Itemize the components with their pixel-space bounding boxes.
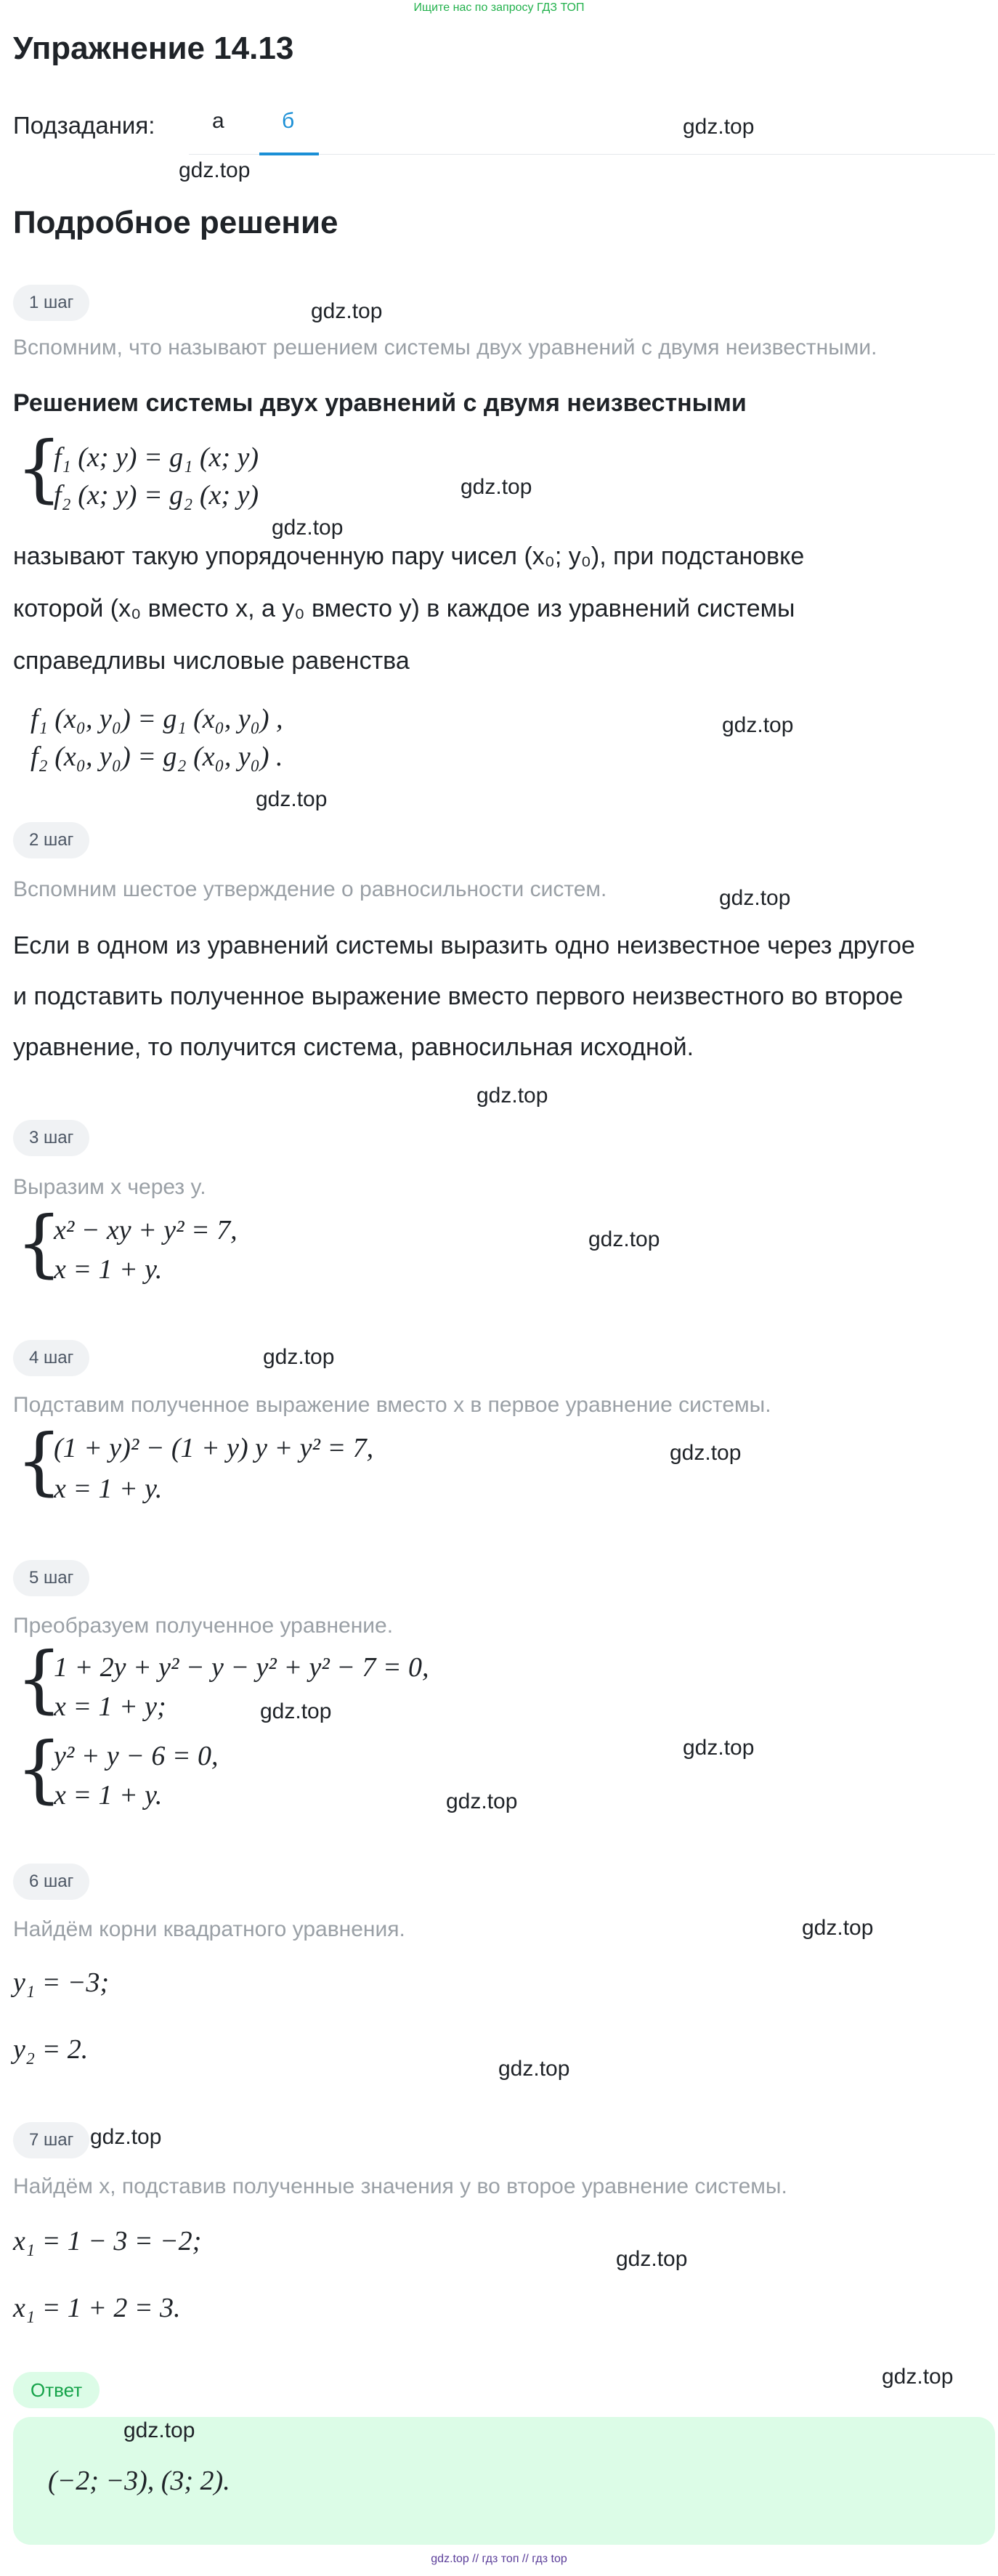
step-5-eq-1: 1 + 2y + y² − y − y² + y² − 7 = 0, — [54, 1652, 429, 1683]
watermark: gdz.top — [722, 713, 794, 737]
step-3-eq-1: x² − xy + y² = 7, — [54, 1215, 238, 1246]
watermark: gdz.top — [311, 299, 383, 323]
answer-value: (−2; −3), (3; 2). — [48, 2466, 230, 2496]
answer-badge: Ответ — [13, 2372, 100, 2408]
watermark: gdz.top — [446, 1789, 518, 1813]
step-badge-1: 1 шаг — [13, 285, 89, 321]
root-y1: y₁ = −3; — [13, 1967, 110, 1998]
step-badge-5: 5 шаг — [13, 1560, 89, 1596]
watermark: gdz.top — [461, 475, 532, 499]
equality-1: f₁ (x₀, y₀) = g₁ (x₀, y₀) , — [31, 704, 283, 734]
step-badge-4: 4 шаг — [13, 1340, 89, 1376]
footer-links[interactable]: gdz.top // гдз топ // гдз top — [431, 2553, 567, 2565]
system-brace: { — [16, 1200, 62, 1285]
watermark: gdz.top — [802, 1916, 874, 1940]
watermark: gdz.top — [719, 886, 791, 910]
tab-a[interactable]: а — [212, 109, 224, 133]
watermark: gdz.top — [179, 158, 251, 182]
solution-heading: Подробное решение — [13, 205, 338, 240]
step-5-eq-2: x = 1 + y; — [54, 1691, 166, 1722]
step-3-eq-2: x = 1 + y. — [54, 1254, 163, 1285]
equality-2: f₂ (x₀, y₀) = g₂ (x₀, y₀) . — [31, 741, 283, 772]
watermark: gdz.top — [90, 2125, 162, 2149]
watermark: gdz.top — [670, 1441, 742, 1465]
step-7-hint: Найдём x, подставив полученные значения y во второе уравнение системы. — [13, 2174, 787, 2198]
watermark: gdz.top — [256, 787, 328, 811]
system-brace: { — [16, 1418, 62, 1503]
watermark: gdz.top — [476, 1084, 548, 1108]
page-title: Упражнение 14.13 — [13, 31, 294, 66]
step-4-hint: Подставим полученное выражение вместо x в первое уравнение системы. — [13, 1393, 771, 1417]
step-badge-3: 3 шаг — [13, 1120, 89, 1156]
step-badge-7: 7 шаг — [13, 2122, 89, 2158]
watermark: gdz.top — [272, 516, 344, 540]
tab-b[interactable]: б — [282, 109, 295, 133]
watermark: gdz.top — [588, 1227, 660, 1251]
root-x2: x₁ = 1 + 2 = 3. — [13, 2293, 181, 2323]
watermark: gdz.top — [260, 1699, 332, 1723]
watermark: gdz.top — [882, 2365, 954, 2389]
statement-line-2: и подставить полученное выражение вместо первого неизвестного во второе — [13, 983, 904, 1010]
step-1-hint: Вспомним, что называют решением системы двух уравнений с двумя неизвестными. — [13, 336, 877, 359]
root-x1: x₁ = 1 − 3 = −2; — [13, 2226, 202, 2256]
watermark: gdz.top — [123, 2418, 195, 2442]
step-badge-2: 2 шаг — [13, 822, 89, 858]
step-4-eq-1: (1 + y)² − (1 + y) y + y² = 7, — [54, 1433, 374, 1463]
definition-line-2: которой (x₀ вместо x, а y₀ вместо y) в каждое из уравнений системы — [13, 595, 795, 622]
system-eq-2: f₂ (x; y) = g₂ (x; y) — [54, 480, 259, 511]
watermark: gdz.top — [498, 2057, 570, 2081]
definition-line-1: называют такую упорядоченную пару чисел (x₀; y₀), при подстановке — [13, 543, 805, 570]
root-y2: y₂ = 2. — [13, 2034, 89, 2065]
system-brace: { — [16, 426, 62, 511]
subtasks-label: Подзадания: — [13, 112, 155, 139]
statement-line-1: Если в одном из уравнений системы выразить одно неизвестное через другое — [13, 932, 915, 959]
watermark: gdz.top — [263, 1345, 335, 1369]
top-banner[interactable]: Ищите нас по запросу ГДЗ ТОП — [413, 1, 585, 14]
step-4-eq-2: x = 1 + y. — [54, 1474, 163, 1504]
step-6-hint: Найдём корни квадратного уравнения. — [13, 1917, 405, 1941]
step-badge-6: 6 шаг — [13, 1864, 89, 1900]
watermark: gdz.top — [683, 1736, 755, 1760]
step-2-hint: Вспомним шестое утверждение о равносильности систем. — [13, 877, 607, 901]
system-brace: { — [16, 1726, 62, 1811]
definition-bold: Решением системы двух уравнений с двумя неизвестными — [13, 389, 747, 417]
definition-line-3: справедливы числовые равенства — [13, 647, 410, 675]
watermark: gdz.top — [616, 2247, 688, 2271]
step-5-hint: Преобразуем полученное уравнение. — [13, 1614, 394, 1638]
active-tab-indicator — [259, 153, 319, 155]
system-brace: { — [16, 1636, 62, 1721]
step-5-eq-3: y² + y − 6 = 0, — [54, 1741, 219, 1771]
step-5-eq-4: x = 1 + y. — [54, 1780, 163, 1811]
system-eq-1: f₁ (x; y) = g₁ (x; y) — [54, 442, 259, 473]
watermark: gdz.top — [683, 115, 755, 139]
statement-line-3: уравнение, то получится система, равносильная исходной. — [13, 1033, 694, 1061]
step-3-hint: Выразим x через y. — [13, 1175, 206, 1199]
